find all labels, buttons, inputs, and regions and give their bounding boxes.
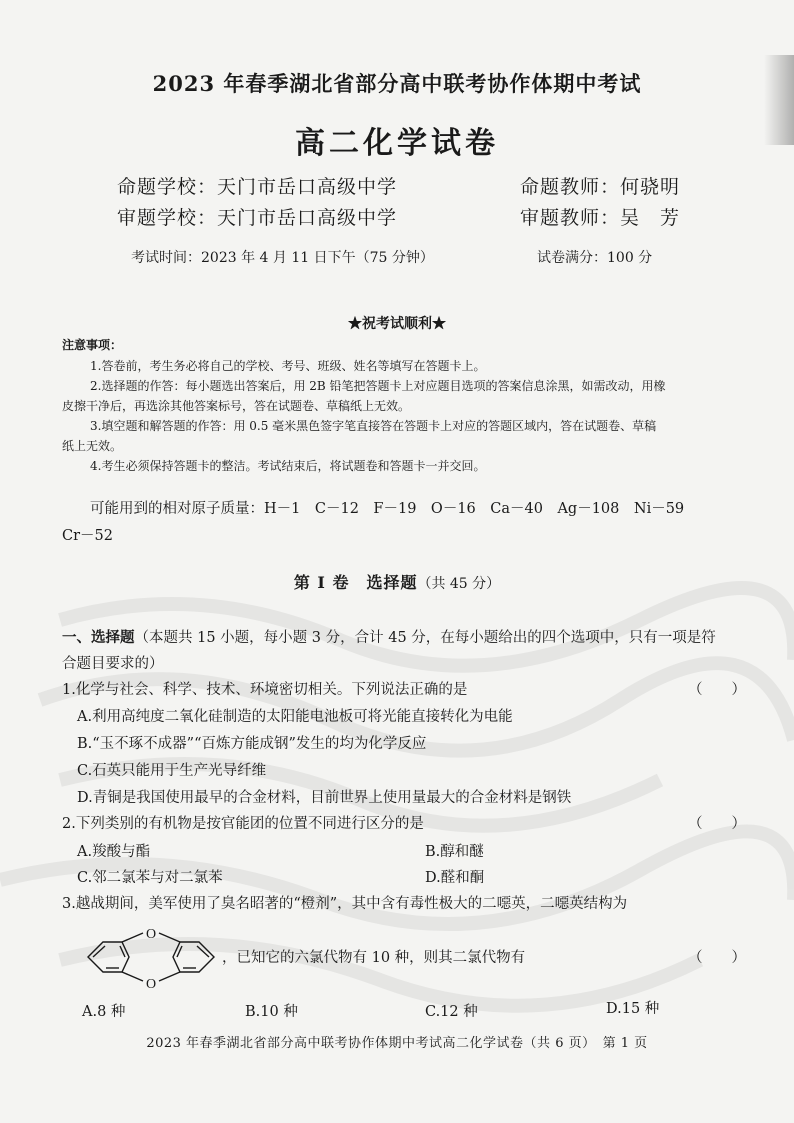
page-footer: 2023 年春季湖北省部分高中联考协作体期中考试高二化学试卷（共 6 页） 第 1 页 [146, 1036, 648, 1051]
section-intro-cont: 合题目要求的） [62, 656, 164, 672]
question-3-option-b: B.10 种 [245, 1004, 298, 1020]
question-1-option-a: A.利用高纯度二氧化硅制造的太阳能电池板可将光能直接转化为电能 [77, 709, 513, 725]
oxygen-atom-label: O [145, 977, 157, 992]
question-1-option-b: B.“玉不琢不成器”“百炼方能成钢”发生的均为化学反应 [77, 736, 427, 752]
full-score: 试卷满分：100 分 [537, 250, 653, 266]
question-3-option-c: C.12 种 [425, 1004, 478, 1020]
question-1-option-d: D.青铜是我国使用最早的合金材料，目前世界上使用量最大的合金材料是钢铁 [77, 790, 572, 806]
note-item: 1.答卷前，考生务必将自己的学校、考号、班级、姓名等填写在答题卡上。 [90, 359, 486, 373]
note-item: 4.考生必须保持答题卡的整洁。考试结束后，将试题卷和答题卡一并交回。 [90, 459, 486, 473]
reviewer-school: 审题学校：天门市岳口高级中学 [117, 207, 398, 229]
note-item: 3.填空题和解答题的作答：用 0.5 毫米黑色签字笔直接答在答题卡上对应的答题区域内，答在试题卷、草稿 [90, 419, 657, 433]
section-heading-main: 第 Ⅰ 卷 选择题 [293, 573, 418, 592]
reviewer-teacher: 审题教师：吴 芳 [520, 207, 681, 229]
question-3-option-a: A.8 种 [82, 1004, 126, 1020]
paper-title: 高二化学试卷 [295, 126, 499, 161]
note-item: 2.选择题的作答：每小题选出答案后，用 2B 铅笔把答题卡上对应题目选项的答案信息涂黑，如需改动，用橡 [90, 379, 666, 393]
question-3-stem-cont: ，已知它的六氯代物有 10 种，则其二氯代物有 [222, 950, 526, 966]
question-2-stem: 2.下列类别的有机物是按官能团的位置不同进行区分的是 [62, 816, 424, 832]
question-1-answer-paren: （ ） [688, 682, 746, 698]
note-item: 皮擦干净后，再选涂其他答案标号，答在试题卷、草稿纸上无效。 [62, 399, 411, 413]
notes-title: 注意事项： [62, 338, 123, 352]
section-heading-sub: （共 45 分） [417, 576, 501, 592]
question-2-option-d: D.醛和酮 [425, 870, 485, 886]
atomic-mass-line: Cr－52 [62, 528, 113, 544]
wish-line: ★祝考试顺利★ [348, 316, 446, 332]
question-2-option-c: C.邻二氯苯与对二氯苯 [77, 870, 223, 886]
exam-time: 考试时间：2023 年 4 月 11 日下午（75 分钟） [131, 250, 434, 266]
question-2-option-b: B.醇和醚 [425, 844, 484, 860]
question-2-option-a: A.羧酸与酯 [77, 844, 151, 860]
question-3-option-d: D.15 种 [606, 1001, 660, 1017]
exam-title: 2023 年春季湖北省部分高中联考协作体期中考试 [152, 71, 642, 96]
question-3-stem: 3.越战期间，美军使用了臭名昭著的“橙剂”，其中含有毒性极大的二噁英，二噁英结构为 [62, 896, 628, 912]
section-intro-text: （本题共 15 小题，每小题 3 分，合计 45 分，在每小题给出的四个选项中，只有一项是符 [134, 630, 716, 646]
section-heading [0, 570, 794, 593]
section-intro-label: 一、选择题 [62, 629, 135, 646]
section-intro [62, 626, 716, 647]
oxygen-atom-label: O [145, 927, 157, 942]
question-3-answer-paren: （ ） [688, 950, 746, 966]
question-1-option-c: C.石英只能用于生产光导纤维 [77, 763, 267, 779]
note-item: 纸上无效。 [62, 439, 123, 453]
question-1-stem: 1.化学与社会、科学、技术、环境密切相关。下列说法正确的是 [62, 682, 468, 698]
atomic-mass-line: 可能用到的相对原子质量：H－1 C－12 F－19 O－16 Ca－40 Ag－108 Ni－59 [90, 501, 685, 517]
question-2-answer-paren: （ ） [688, 816, 746, 832]
dioxin-structure-diagram [84, 922, 218, 992]
setter-school: 命题学校：天门市岳口高级中学 [117, 176, 398, 198]
setter-teacher: 命题教师：何骁明 [520, 176, 681, 198]
